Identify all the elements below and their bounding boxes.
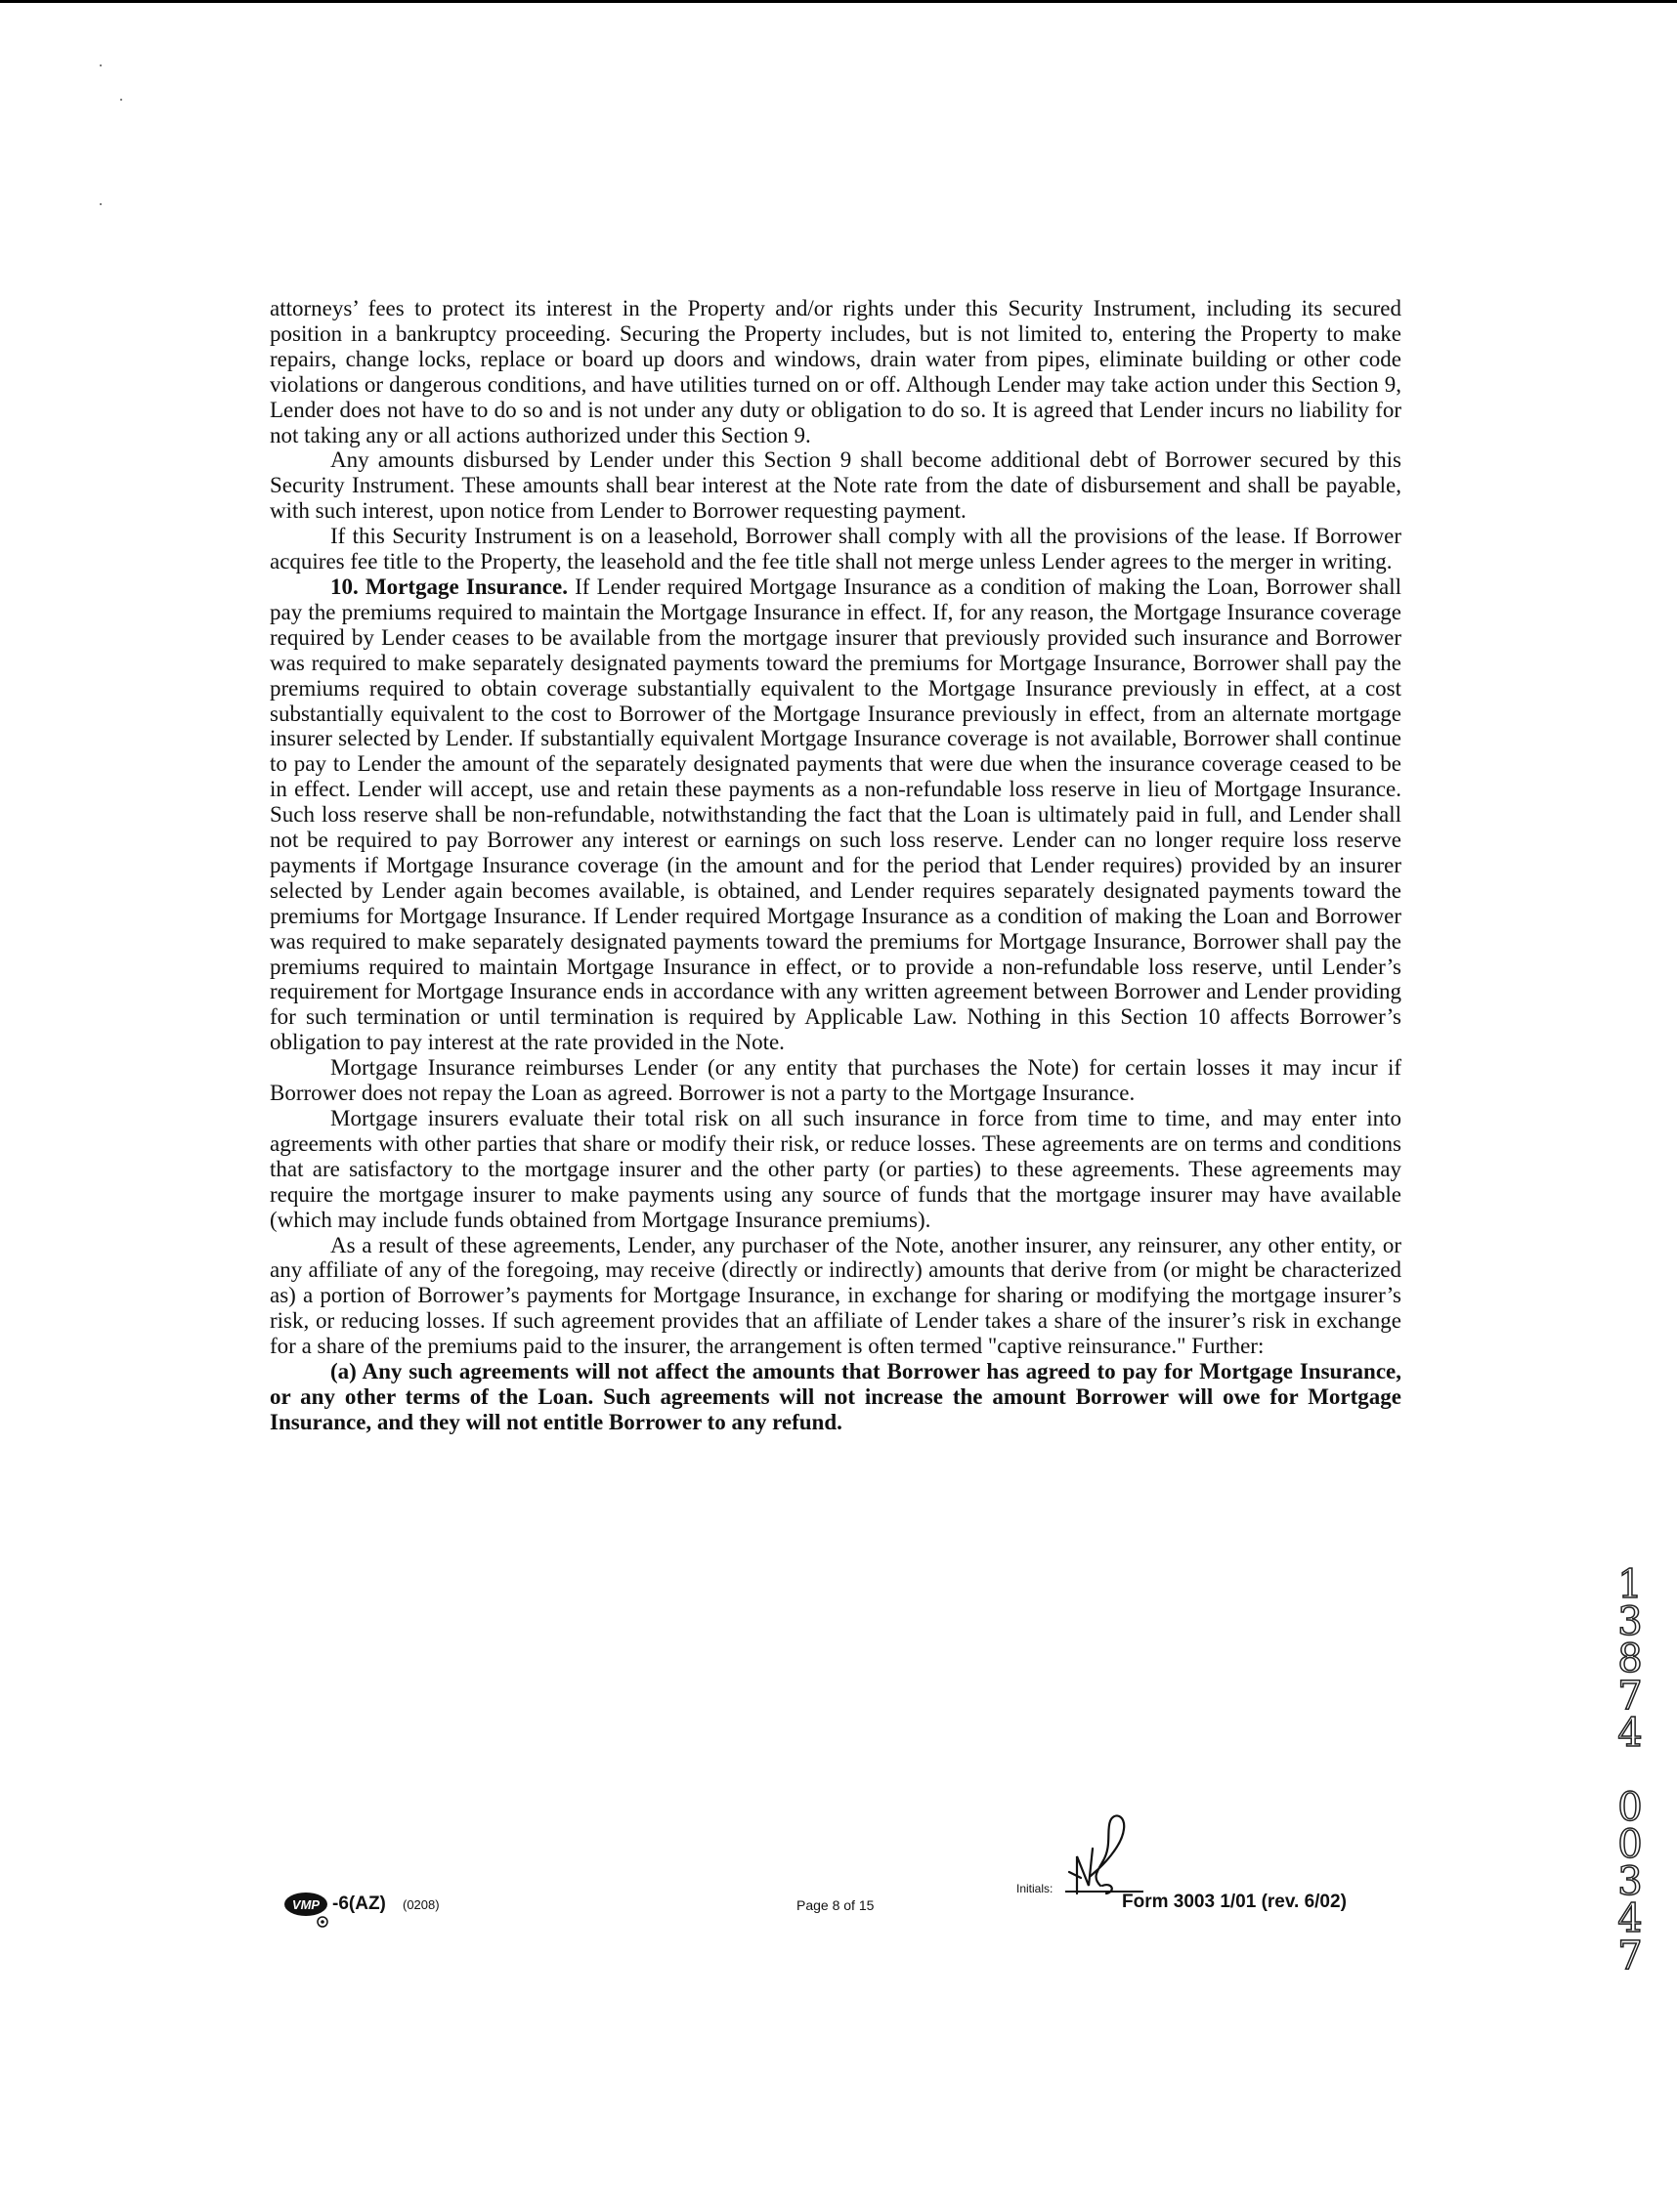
stamp-digit: 0 — [1617, 1785, 1643, 1830]
document-body — [270, 296, 1401, 1435]
page-number: Page 8 of 15 — [796, 1897, 875, 1913]
stamp-digit: 4 — [1617, 1711, 1643, 1756]
form-code: -6(AZ) — [332, 1893, 386, 1914]
paragraph-agreements-bold: (a) Any such agreements will not affect the amounts that Borrower has agreed to pay for Mortgage Insurance, or any other terms of the Loan. Such agreements will not increase the amount Borrower will owe for Mortgage Insurance, and they will not entitle Borrower to any refund. — [270, 1359, 1401, 1434]
stamp-number — [1611, 1562, 1650, 1978]
section-10-paragraph — [270, 574, 1401, 1055]
stamp-digit: 4 — [1617, 1896, 1643, 1941]
scan-speck — [100, 203, 102, 205]
stamp-digit: 7 — [1617, 1674, 1643, 1719]
paragraph-attorneys-fees: attorneys’ fees to protect its interest in the Property and/or rights under this Security Instrument, including its secured position in a bankruptcy proceeding. Securing the Property includes, but is not limited to, entering the Property to make repairs, change locks, replace or board up doors and windows, drain water from pipes, eliminate building or other code violations or dangerous conditions, and have utilities turned on or off. Although Lender may take action under this Section 9, Lender does not have to do so and is not under any duty or obligation to do so. It is agreed that Lender incurs no liability for not taking any or all actions authorized under this Section 9. — [270, 296, 1401, 447]
paragraph-mi-reimburses: Mortgage Insurance reimburses Lender (or any entity that purchases the Note) for certain losses it may incur if Borrower does not repay the Loan as agreed. Borrower is not a party to the Mortgage Insurance. — [270, 1055, 1401, 1106]
initials-label: Initials: — [1016, 1882, 1054, 1895]
scan-speck — [120, 99, 122, 101]
stamp-digit: 0 — [1617, 1822, 1643, 1867]
section-10-heading: 10. Mortgage Insurance. — [330, 574, 568, 599]
paragraph-leasehold: If this Security Instrument is on a leasehold, Borrower shall comply with all the provisions of the lease. If Borrower acquires fee title to the Property, the leasehold and the fee title shall not merge unless Lender agrees to the merger in writing. — [270, 524, 1401, 574]
initials-signature — [1063, 1808, 1161, 1900]
stamp-digit: 1 — [1617, 1562, 1643, 1607]
stamp-digit: 3 — [1617, 1859, 1643, 1904]
scan-top-border — [0, 0, 1677, 3]
vmp-logo-text: VMP — [291, 1897, 321, 1912]
paragraph-amounts-disbursed: Any amounts disbursed by Lender under this Section 9 shall become additional debt of Borrower secured by this Security Instrument. These amounts shall bear interest at the Note rate from the date of disbursement and shall be payable, with such interest, upon notice from Lender to Borrower requesting payment. — [270, 447, 1401, 524]
section-10-text: If Lender required Mortgage Insurance as a condition of making the Loan, Borrower shall pay the premiums required to maintain the Mortgage Insurance in effect. If, for any reason, the Mortgage Insurance coverage required by Lender ceases to be available from the mortgage insurer that previously provided such insurance and Borrower was required to make separately designated payments toward the premiums for Mortgage Insurance, Borrower shall pay the premiums required to obtain coverage substantially equivalent to the Mortgage Insurance previously in effect, at a cost substantially equivalent to the cost to Borrower of the Mortgage Insurance previously in effect, from an alternate mortgage insurer selected by Lender. If substantially equivalent Mortgage Insurance coverage is not available, Borrower shall continue to pay to Lender the amount of the separately designated payments that were due when the insurance coverage ceased to be in effect. Lender will accept, use and retain these payments as a non-refundable loss reserve in lieu of Mortgage Insurance. Such loss reserve shall be non-refundable, notwithstanding the fact that the Loan is ultimately paid in full, and Lender shall not be required to pay Borrower any interest or earnings on such loss reserve. Lender can no longer require loss reserve payments if Mortgage Insurance coverage (in the amount and for the period that Lender requires) provided by an insurer selected by Lender again becomes available, is obtained, and Lender requires separately designated payments toward the premiums for Mortgage Insurance. If Lender required Mortgage Insurance as a condition of making the Loan and Borrower was required to make separately designated payments toward the premiums for Mortgage Insurance, Borrower shall pay the premiums required to maintain Mortgage Insurance in effect, or to provide a non-refundable loss reserve, until Lender’s requirement for Mortgage Insurance ends in accordance with any written agreement between Borrower and Lender providing for such termination or until termination is required by Applicable Law. Nothing in this Section 10 affects Borrower’s obligation to pay interest at the rate provided in the Note. — [270, 574, 1401, 1055]
form-date: (0208) — [403, 1897, 440, 1912]
paragraph-mi-insurers: Mortgage insurers evaluate their total risk on all such insurance in force from time to time, and may enter into agreements with other parties that share or modify their risk, or reduce losses. These agreements are on terms and conditions that are satisfactory to the mortgage insurer and the other party (or parties) to these agreements. These agreements may require the mortgage insurer to make payments using any source of funds that the mortgage insurer may have available (which may include funds obtained from Mortgage Insurance premiums). — [270, 1106, 1401, 1232]
stamp-digit: 8 — [1617, 1637, 1643, 1681]
paragraph-captive-reinsurance: As a result of these agreements, Lender, any purchaser of the Note, another insurer, any reinsurer, any other entity, or any affiliate of any of the foregoing, may receive (directly or indirectly) amounts that derive from (or might be characterized as) a portion of Borrower’s payments for Mortgage Insurance, in exchange for sharing or modifying the mortgage insurer’s risk, or reducing losses. If such agreement provides that an affiliate of Lender takes a share of the insurer’s risk in exchange for a share of the premiums paid to the insurer, the arrangement is often termed "captive reinsurance." Further: — [270, 1232, 1401, 1359]
vmp-logo — [283, 1890, 332, 1934]
stamp-digit: 7 — [1617, 1934, 1643, 1978]
stamp-digit: 3 — [1617, 1599, 1643, 1644]
scan-speck — [100, 64, 102, 66]
form-number: Form 3003 1/01 (rev. 6/02) — [1122, 1892, 1347, 1912]
